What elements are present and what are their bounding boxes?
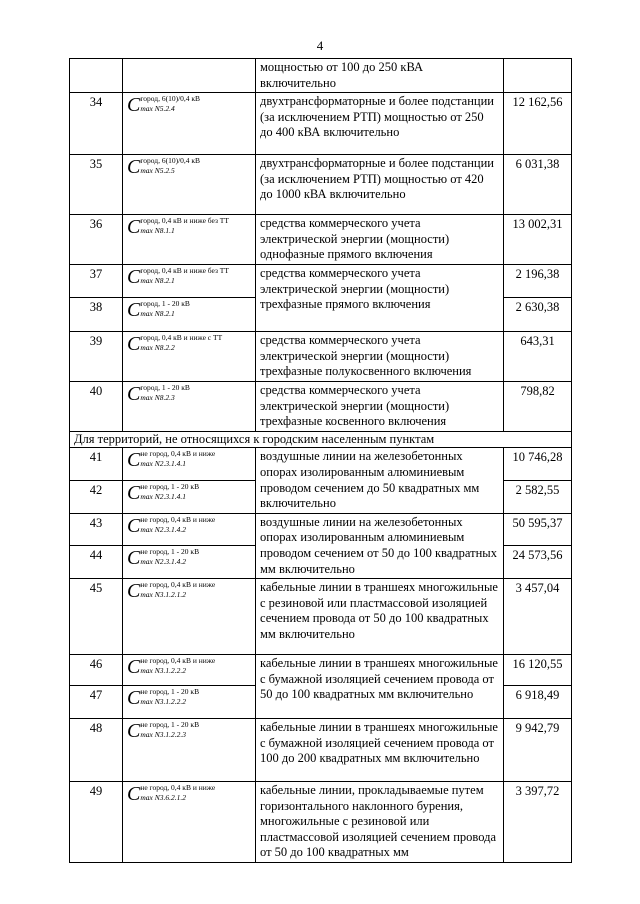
row-number: 47 — [70, 686, 123, 719]
row-description: воздушные линии на железобетонных опорах изолированным алюминиевым проводом сечением до 50 квадратных мм включительно — [256, 448, 504, 513]
formula-cell — [123, 297, 256, 331]
row-number: 46 — [70, 655, 123, 686]
formula-symbol: C — [127, 687, 141, 710]
formula-symbol: C — [127, 332, 141, 355]
formula-superscript: не город, 0,4 кВ и ниже — [140, 580, 216, 590]
row-value — [504, 59, 572, 93]
table-row — [70, 513, 572, 545]
formula-superscript: город, 1 - 20 кВ — [140, 382, 190, 392]
formula-superscript: не город, 1 - 20 кВ — [140, 546, 200, 556]
formula-symbol: C — [127, 156, 141, 179]
formula-superscript: город, 6(10)/0,4 кВ — [140, 156, 201, 166]
row-number: 48 — [70, 719, 123, 782]
row-number: 49 — [70, 782, 123, 863]
formula-symbol: C — [127, 656, 141, 679]
row-description: средства коммерческого учета электрической энергии (мощности) трехфазные косвенного включения — [256, 381, 504, 431]
row-number: 37 — [70, 264, 123, 297]
formula-symbol: C — [127, 546, 141, 569]
formula-subscript: max N8.2.3 — [140, 392, 175, 402]
table-row — [70, 719, 572, 782]
row-value: 2 630,38 — [504, 297, 572, 331]
row-description: кабельные линии в траншеях многожильные с бумажной изоляцией сечением провода от 100 до 200 квадратных мм включительно — [256, 719, 504, 782]
formula-superscript: город, 0,4 кВ и ниже без ТТ — [140, 265, 229, 275]
row-number: 44 — [70, 545, 123, 578]
row-value: 2 582,55 — [504, 481, 572, 514]
formula-subscript: max N3.1.2.1.2 — [140, 590, 186, 600]
formula-cell — [123, 655, 256, 686]
formula-subscript: max N2.3.1.4.2 — [140, 524, 186, 534]
formula-subscript: max N3.1.2.2.3 — [140, 730, 186, 740]
formula-superscript: город, 0,4 кВ и ниже с ТТ — [140, 332, 223, 342]
formula-cell — [123, 545, 256, 578]
formula-superscript: город, 1 - 20 кВ — [140, 298, 190, 308]
formula-superscript: не город, 1 - 20 кВ — [140, 687, 200, 697]
formula-superscript: город, 0,4 кВ и ниже без ТТ — [140, 216, 229, 226]
formula-cell — [123, 579, 256, 655]
formula-symbol: C — [127, 298, 141, 321]
formula-cell — [123, 331, 256, 381]
row-description: средства коммерческого учета электрической энергии (мощности) трехфазные прямого включения — [256, 264, 504, 331]
row-number: 36 — [70, 215, 123, 265]
formula-subscript: max N3.1.2.2.2 — [140, 666, 186, 676]
formula-cell — [123, 155, 256, 215]
row-description: воздушные линии на железобетонных опорах изолированным алюминиевым проводом сечением от 50 до 100 квадратных мм включительно — [256, 513, 504, 578]
formula-cell — [123, 215, 256, 265]
table-row — [70, 331, 572, 381]
formula-subscript: max N5.2.5 — [140, 166, 175, 176]
row-description: средства коммерческого учета электрической энергии (мощности) трехфазные полукосвенного включения — [256, 331, 504, 381]
table-row — [70, 155, 572, 215]
table-row — [70, 59, 572, 93]
formula-superscript: не город, 1 - 20 кВ — [140, 720, 200, 730]
row-value: 2 196,38 — [504, 264, 572, 297]
table-row — [70, 93, 572, 155]
formula-superscript: не город, 0,4 кВ и ниже — [140, 656, 216, 666]
row-number: 34 — [70, 93, 123, 155]
formula-symbol: C — [127, 382, 141, 405]
formula-symbol: C — [127, 482, 141, 505]
formula-cell — [123, 93, 256, 155]
row-description: двухтрансформаторные и более подстанции (за исключением РТП) мощностью от 250 до 400 кВА включительно — [256, 93, 504, 155]
row-description: двухтрансформаторные и более подстанции (за исключением РТП) мощностью от 420 до 1000 кВА включительно — [256, 155, 504, 215]
formula-symbol: C — [127, 449, 141, 472]
formula-subscript: max N8.1.1 — [140, 226, 175, 236]
formula-superscript: не город, 0,4 кВ и ниже — [140, 783, 216, 793]
page-number: 4 — [316, 38, 324, 53]
formula-superscript: город, 6(10)/0,4 кВ — [140, 94, 201, 104]
row-description: кабельные линии, прокладываемые путем горизонтального наклонного бурения, многожильные с резиновой или пластмассовой изоляцией сечением провода от 50 до 100 квадратных мм — [256, 782, 504, 863]
formula-cell — [123, 782, 256, 863]
table-row — [70, 579, 572, 655]
row-value: 10 746,28 — [504, 448, 572, 481]
row-number: 43 — [70, 513, 123, 545]
row-description: кабельные линии в траншеях многожильные с бумажной изоляцией сечением провода от 50 до 100 квадратных мм включительно — [256, 655, 504, 719]
formula-subscript: max N8.2.1 — [140, 275, 175, 285]
section-row — [70, 431, 572, 448]
row-value: 3 397,72 — [504, 782, 572, 863]
formula-cell — [123, 264, 256, 297]
row-value: 16 120,55 — [504, 655, 572, 686]
table-row — [70, 655, 572, 686]
row-value: 24 573,56 — [504, 545, 572, 578]
row-number: 40 — [70, 381, 123, 431]
row-description: средства коммерческого учета электрической энергии (мощности) однофазные прямого включения — [256, 215, 504, 265]
formula-cell — [123, 513, 256, 545]
formula-cell — [123, 481, 256, 514]
table-row — [70, 782, 572, 863]
formula-subscript: max N8.2.2 — [140, 342, 175, 352]
formula-cell — [123, 448, 256, 481]
formula-symbol: C — [127, 216, 141, 239]
section-title: Для территорий, не относящихся к городским населенным пунктам — [70, 431, 572, 448]
formula-subscript: max N2.3.1.4.1 — [140, 492, 186, 502]
row-value: 798,82 — [504, 381, 572, 431]
row-description: кабельные линии в траншеях многожильные с резиновой или пластмассовой изоляцией сечением провода от 50 до 100 квадратных мм включительно — [256, 579, 504, 655]
row-value: 13 002,31 — [504, 215, 572, 265]
formula-subscript: max N2.3.1.4.2 — [140, 556, 186, 566]
row-value: 6 918,49 — [504, 686, 572, 719]
row-number: 42 — [70, 481, 123, 514]
formula-superscript: не город, 0,4 кВ и ниже — [140, 449, 216, 459]
formula-symbol: C — [127, 783, 141, 806]
row-number: 38 — [70, 297, 123, 331]
formula-superscript: не город, 0,4 кВ и ниже — [140, 514, 216, 524]
row-number: 39 — [70, 331, 123, 381]
row-value: 9 942,79 — [504, 719, 572, 782]
formula-cell — [123, 381, 256, 431]
formula-cell — [123, 686, 256, 719]
tariff-table — [69, 58, 572, 863]
table-row — [70, 215, 572, 265]
formula-symbol: C — [127, 514, 141, 537]
formula-symbol: C — [127, 94, 141, 117]
table-row — [70, 448, 572, 481]
row-value: 50 595,37 — [504, 513, 572, 545]
row-number: 35 — [70, 155, 123, 215]
row-number — [70, 59, 123, 93]
table-row — [70, 264, 572, 297]
row-number: 41 — [70, 448, 123, 481]
formula-symbol: C — [127, 720, 141, 743]
row-value: 12 162,56 — [504, 93, 572, 155]
formula-symbol: C — [127, 580, 141, 603]
formula-subscript: max N5.2.4 — [140, 104, 175, 114]
row-value: 6 031,38 — [504, 155, 572, 215]
row-value: 3 457,04 — [504, 579, 572, 655]
formula-subscript: max N3.1.2.2.2 — [140, 697, 186, 707]
formula-cell — [123, 59, 256, 93]
row-description: мощностью от 100 до 250 кВА включительно — [256, 59, 504, 93]
formula-subscript: max N2.3.1.4.1 — [140, 459, 186, 469]
formula-cell — [123, 719, 256, 782]
formula-subscript: max N3.6.2.1.2 — [140, 793, 186, 803]
row-value: 643,31 — [504, 331, 572, 381]
formula-symbol: C — [127, 265, 141, 288]
table-row — [70, 381, 572, 431]
formula-superscript: не город, 1 - 20 кВ — [140, 482, 200, 492]
formula-subscript: max N8.2.1 — [140, 308, 175, 318]
row-number: 45 — [70, 579, 123, 655]
